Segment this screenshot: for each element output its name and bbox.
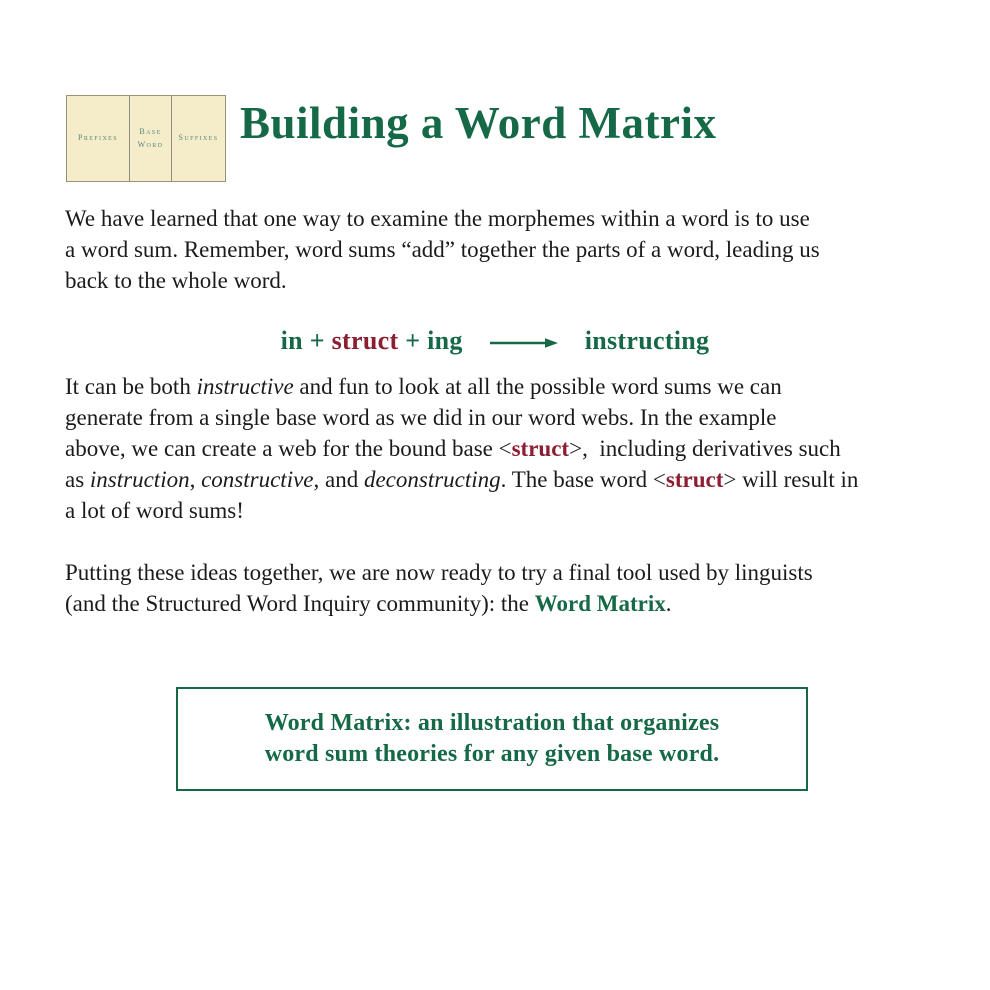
text-segment: a lot of word sums!: [65, 498, 244, 523]
text-segment: struct: [665, 467, 724, 492]
word-sum-result: instructing: [584, 326, 710, 355]
text-segment: back to the whole word.: [65, 268, 287, 293]
text-segment: +: [302, 326, 332, 355]
text-segment: instructive: [196, 374, 294, 399]
text-segment: <: [652, 467, 666, 492]
text-segment: a word sum. Remember, word sums “add” together the parts of a word, leading us: [65, 237, 820, 262]
text-segment: in: [280, 326, 303, 355]
text-segment: word sum theories for any given base word.: [264, 741, 720, 767]
illustration-cell-suffixes: [171, 96, 225, 181]
illustration-cell-base-word: [129, 96, 171, 181]
text-segment: instruction: [89, 467, 190, 492]
suffixes-label: Suffixes: [178, 133, 219, 143]
text-segment: We have learned that one way to examine the morphemes within a word is to use: [65, 206, 810, 231]
word-matrix-illustration: [66, 95, 226, 182]
base-word-label: Base Word: [137, 126, 164, 149]
word-matrix-definition-box: [176, 687, 808, 791]
text-segment: . The base word: [500, 467, 653, 492]
text-segment: Word Matrix: [534, 591, 666, 616]
illustration-cell-prefixes: [67, 96, 129, 181]
text-segment: deconstructing: [363, 467, 501, 492]
text-segment: ,: [189, 467, 202, 492]
paragraph-word-sum-intro: [65, 203, 977, 296]
word-sum-equation: [0, 322, 990, 360]
text-segment: , including derivatives such: [582, 436, 841, 461]
text-segment: >: [723, 467, 737, 492]
paragraph-word-webs: [65, 371, 985, 526]
text-segment: above, we can create a web for the bound base: [65, 436, 499, 461]
text-segment: ing: [427, 326, 463, 355]
paragraph-word-matrix-intro: [65, 557, 985, 619]
text-segment: .: [665, 591, 672, 616]
text-segment: , and: [313, 467, 364, 492]
text-segment: struct: [331, 326, 399, 355]
text-segment: will result in: [736, 467, 859, 492]
text-segment: +: [398, 326, 428, 355]
text-segment: constructive: [201, 467, 314, 492]
text-segment: (and the Structured Word Inquiry community): the: [65, 591, 535, 616]
text-segment: struct: [511, 436, 570, 461]
text-segment: <: [498, 436, 512, 461]
text-segment: >: [569, 436, 583, 461]
word-matrix-definition-text: [265, 708, 720, 770]
page-title: Building a Word Matrix: [240, 98, 717, 148]
text-segment: and fun to look at all the possible word sums we can: [293, 374, 782, 399]
text-segment: as: [65, 467, 90, 492]
text-segment: generate from a single base word as we did in our word webs. In the example: [65, 405, 777, 430]
text-segment: It can be both: [65, 374, 197, 399]
text-segment: Putting these ideas together, we are now ready to try a final tool used by linguists: [65, 560, 813, 585]
prefixes-label: Prefixes: [78, 133, 118, 143]
text-segment: Word Matrix: an illustration that organizes: [264, 710, 720, 736]
right-arrow-icon: [489, 336, 559, 350]
word-sum-parts: [281, 326, 463, 356]
